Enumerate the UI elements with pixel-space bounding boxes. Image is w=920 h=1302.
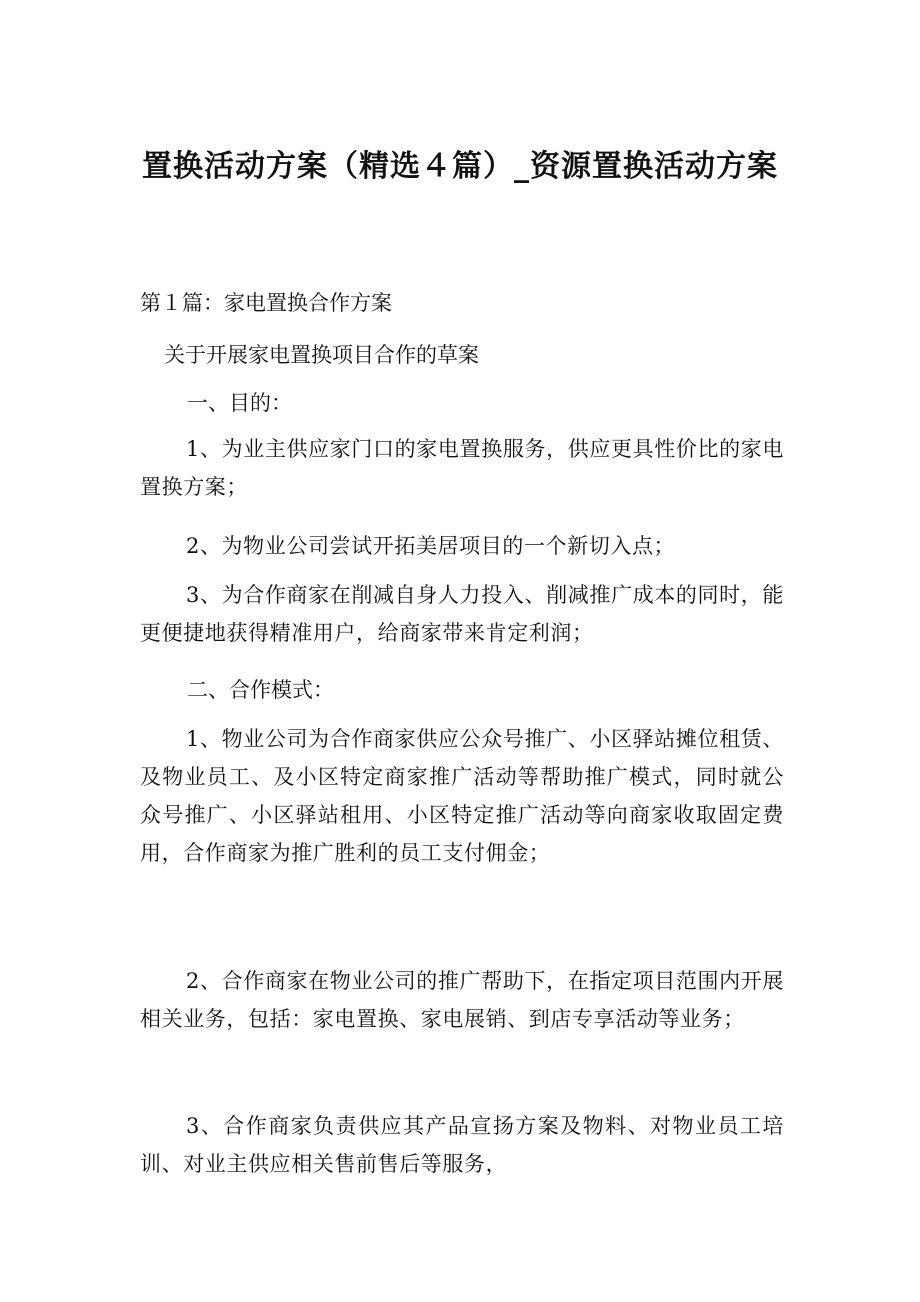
section-1-item-1: 1、为业主供应家门口的家电置换服务，供应更具性价比的家电置换方案； — [140, 437, 784, 499]
section-1-item-3: 3、为合作商家在削减自身人力投入、削减推广成本的同时，能更便捷地获得精准用户，给商家带来肯定利润； — [140, 583, 784, 645]
section-2-heading: 二、合作模式： — [187, 678, 334, 702]
section-heading: 第１篇：家电置换合作方案 — [140, 291, 392, 315]
document-title: 置换活动方案（精选４篇）_资源置换活动方案 — [142, 149, 778, 184]
document-subtitle: 关于开展家电置换项目合作的草案 — [164, 343, 479, 367]
section-2-item-1: 1、物业公司为合作商家供应公众号推广、小区驿站摊位租赁、及物业员工、及小区特定商家推广活动等帮助推广模式，同时就公众号推广、小区驿站租用、小区特定推广活动等向商家收取固定费用，合作商家为推广胜利的员工支付佣金； — [140, 727, 784, 865]
section-2-item-3: 3、合作商家负责供应其产品宣扬方案及物料、对物业员工培训、对业主供应相关售前售后等服务， — [140, 1114, 784, 1176]
section-1-heading: 一、目的： — [187, 391, 292, 415]
section-2-item-2: 2、合作商家在物业公司的推广帮助下，在指定项目范围内开展相关业务，包括：家电置换、家电展销、到店专享活动等业务； — [140, 969, 784, 1031]
section-1-item-2: 2、为物业公司尝试开拓美居项目的一个新切入点； — [186, 534, 676, 558]
